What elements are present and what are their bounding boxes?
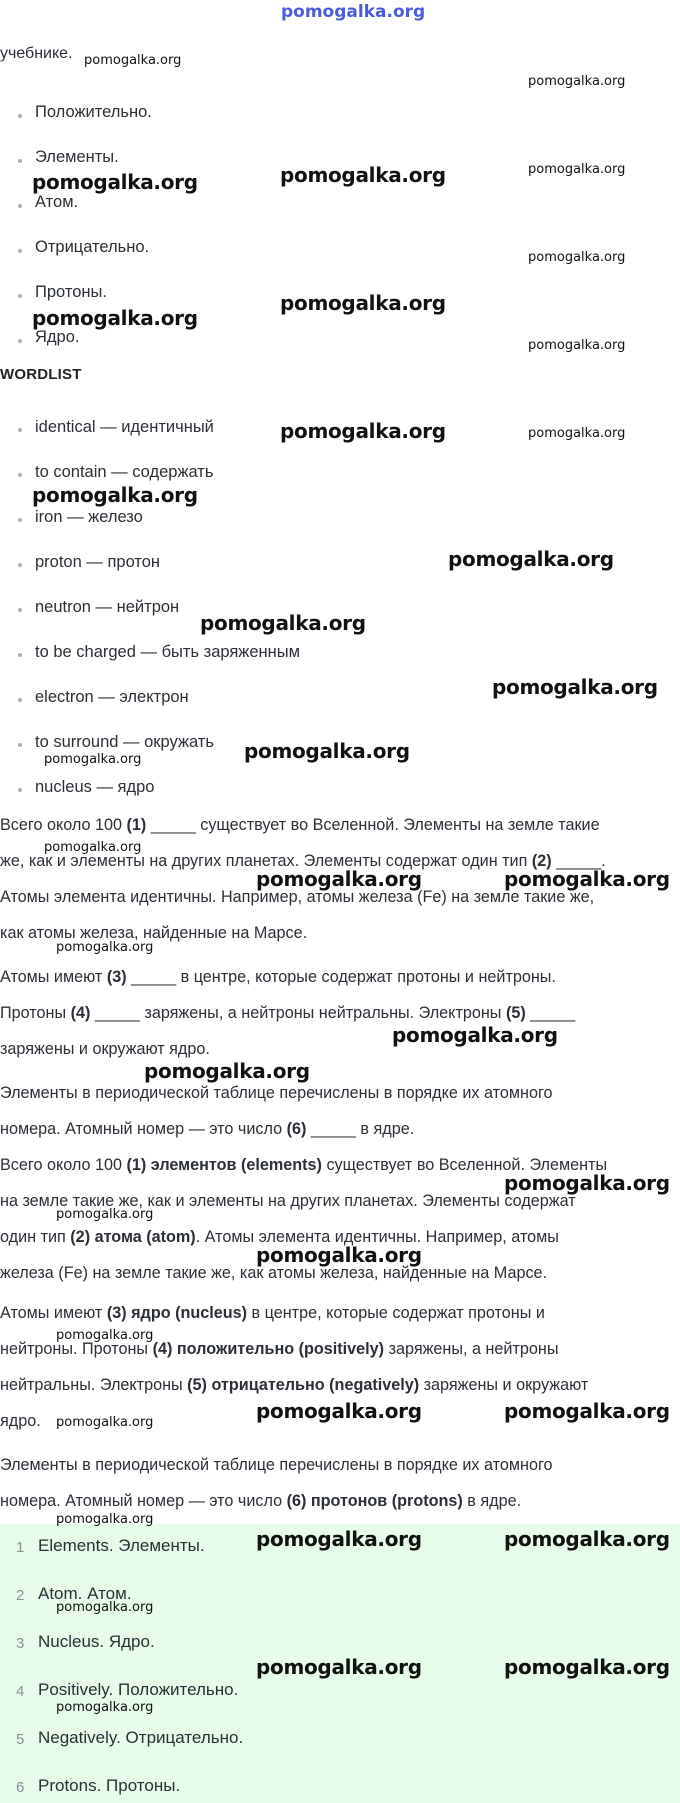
bold-fragment: (2) — [531, 852, 552, 870]
answer-text-item: Positively. Положительно. — [38, 1680, 239, 1699]
watermark: pomogalka.org — [280, 291, 446, 315]
text-line — [0, 1447, 680, 1483]
bullet — [18, 159, 22, 163]
text-line — [0, 807, 680, 843]
bold-fragment: (2) атома (atom) — [70, 1228, 196, 1246]
text-fragment: . Атомы элемента идентичны. Например, атомы — [195, 1228, 559, 1246]
text-fragment: один тип — [0, 1228, 71, 1246]
text-fragment: Атомы элемента идентичны. Например, атомы железа (Fe) на земле такие же, — [0, 888, 595, 906]
text-line — [0, 959, 680, 995]
watermark: pomogalka.org — [280, 163, 446, 187]
text-fragment: железа (Fe) на земле такие же, как атомы железа, найденные на Марсе. — [0, 1264, 548, 1282]
bullet — [18, 204, 22, 208]
watermark: pomogalka.org — [244, 739, 410, 763]
text-fragment: Элементы в периодической таблице перечислены в порядке их атомного — [0, 1456, 553, 1474]
text-fragment: номера. Атомный номер — это число — [0, 1492, 287, 1510]
text-fragment: Атомы имеют — [0, 1304, 107, 1322]
text-fragment: заряжены, а нейтроны — [384, 1340, 559, 1358]
watermark: pomogalka.org — [528, 426, 626, 441]
watermark: pomogalka.org — [56, 1207, 154, 1222]
watermark: pomogalka.org — [44, 840, 142, 855]
list-item: electron — электрон — [35, 688, 189, 706]
watermark: pomogalka.org — [200, 611, 366, 635]
text-fragment: ядро. — [0, 1412, 41, 1430]
text-fragment: номера. Атомный номер — это число — [0, 1120, 287, 1138]
answer-number: 3 — [16, 1635, 25, 1652]
watermark: pomogalka.org — [32, 306, 198, 330]
list-item: nucleus — ядро — [35, 778, 155, 796]
answer-number: 6 — [16, 1779, 25, 1796]
bold-fragment: (4) — [70, 1004, 91, 1022]
watermark: pomogalka.org — [504, 1527, 670, 1551]
watermark: pomogalka.org — [392, 1023, 558, 1047]
list-item: Отрицательно. — [35, 238, 150, 256]
list-item: iron — железо — [35, 508, 143, 526]
text-fragment: Всего около 100 — [0, 816, 127, 834]
bullet — [18, 428, 22, 432]
watermark: pomogalka.org — [256, 1243, 422, 1267]
answer-number: 4 — [16, 1683, 25, 1700]
bold-fragment: (4) положительно (positively) — [152, 1340, 385, 1358]
answer-text-item: Protons. Протоны. — [38, 1776, 181, 1795]
bullet — [18, 608, 22, 612]
text-fragment: _____ заряжены, а нейтроны нейтральны. Электроны — [90, 1004, 506, 1022]
text-line — [0, 1075, 680, 1111]
watermark: pomogalka.org — [504, 867, 670, 891]
list-item: Протоны. — [35, 283, 107, 301]
bullet — [18, 473, 22, 477]
watermark: pomogalka.org — [56, 1700, 154, 1715]
bullet — [18, 339, 22, 343]
text-fragment: в ядре. — [462, 1492, 522, 1510]
bullet — [18, 114, 22, 118]
bullet — [18, 294, 22, 298]
watermark: pomogalka.org — [144, 1059, 310, 1083]
list-item: to surround — окружать — [35, 733, 214, 751]
text-fragment: Элементы в периодической таблице перечислены в порядке их атомного — [0, 1084, 553, 1102]
text-fragment: нейтроны. Протоны — [0, 1340, 153, 1358]
text-fragment: нейтральны. Электроны — [0, 1376, 188, 1394]
text-fragment: на земле такие же, как и элементы на других планетах. Элементы содержат — [0, 1192, 576, 1210]
text-fragment: существует во Вселенной. Элементы — [321, 1156, 608, 1174]
answer-text-item: Negatively. Отрицательно. — [38, 1728, 244, 1747]
watermark: pomogalka.org — [56, 1328, 154, 1343]
list-item: to contain — содержать — [35, 463, 214, 481]
watermark: pomogalka.org — [528, 162, 626, 177]
text-fragment: Протоны — [0, 1004, 71, 1022]
text-fragment: _____ существует во Вселенной. Элементы на земле такие — [146, 816, 600, 834]
bold-fragment: (3) ядро (nucleus) — [106, 1304, 248, 1322]
answer-text-item: Elements. Элементы. — [38, 1536, 205, 1555]
text-fragment: _____. — [551, 852, 606, 870]
answer-number: 2 — [16, 1587, 25, 1604]
text-line — [0, 1031, 680, 1067]
text-line — [0, 1367, 680, 1403]
watermark: pomogalka.org — [504, 1655, 670, 1679]
watermark: pomogalka.org — [44, 752, 142, 767]
list-item: Положительно. — [35, 103, 152, 121]
text-fragment: как атомы железа, найденные на Марсе. — [0, 924, 308, 942]
watermark: pomogalka.org — [56, 940, 154, 955]
bold-fragment: (6) — [286, 1120, 307, 1138]
answer-text-item: Atom. Атом. — [38, 1584, 132, 1603]
bold-fragment: (6) протонов (protons) — [286, 1492, 463, 1510]
bullet — [18, 518, 22, 522]
watermark: pomogalka.org — [528, 250, 626, 265]
list-item: Ядро. — [35, 328, 80, 346]
bold-fragment: (5) отрицательно (negatively) — [187, 1376, 420, 1394]
answer-text-item: Nucleus. Ядро. — [38, 1632, 155, 1651]
text-line — [0, 995, 680, 1031]
wordlist-heading: WORDLIST — [0, 366, 82, 383]
bold-fragment: (3) — [106, 968, 127, 986]
bullet — [18, 249, 22, 253]
watermark: pomogalka.org — [56, 1415, 154, 1430]
answer-number: 1 — [16, 1539, 25, 1556]
bullet — [18, 698, 22, 702]
list-item: to be charged — быть заряженным — [35, 643, 300, 661]
watermark: pomogalka.org — [256, 867, 422, 891]
text-fragment: _____ в центре, которые содержат протоны и нейтроны. — [126, 968, 556, 986]
text-fragment: Всего около 100 — [0, 1156, 127, 1174]
watermark: pomogalka.org — [504, 1171, 670, 1195]
bold-fragment: (1) элементов (elements) — [126, 1156, 322, 1174]
watermark: pomogalka.org — [504, 1399, 670, 1423]
text-fragment: заряжены и окружают ядро. — [0, 1040, 210, 1058]
bullet — [18, 563, 22, 567]
watermark: pomogalka.org — [56, 1600, 154, 1615]
text-line — [0, 1295, 680, 1331]
watermark: pomogalka.org — [528, 338, 626, 353]
text-fragment: же, как и элементы на других планетах. Элементы содержат один тип — [0, 852, 532, 870]
watermark: pomogalka.org — [84, 53, 182, 68]
watermark: pomogalka.org — [32, 483, 198, 507]
text-fragment: в центре, которые содержат протоны и — [247, 1304, 545, 1322]
text-fragment: заряжены и окружают — [419, 1376, 589, 1394]
watermark: pomogalka.org — [528, 74, 626, 89]
list-item: proton — протон — [35, 553, 161, 571]
text-line — [0, 1111, 680, 1147]
text-fragment: Атомы имеют — [0, 968, 107, 986]
list-item: identical — идентичный — [35, 418, 214, 436]
watermark: pomogalka.org — [448, 547, 614, 571]
watermark: pomogalka.org — [32, 170, 198, 194]
list-item: Элементы. — [35, 148, 119, 166]
bullet — [18, 788, 22, 792]
watermark: pomogalka.org — [256, 1655, 422, 1679]
bullet — [18, 743, 22, 747]
list-item: Атом. — [35, 193, 79, 211]
watermark: pomogalka.org — [56, 1512, 154, 1527]
answer-number: 5 — [16, 1731, 25, 1748]
text-fragment: _____ в ядре. — [306, 1120, 415, 1138]
text-fragment: _____ — [525, 1004, 576, 1022]
bold-fragment: (1) — [126, 816, 147, 834]
bullet — [18, 653, 22, 657]
list-item: neutron — нейтрон — [35, 598, 180, 616]
site-logo[interactable]: pomogalka.org — [281, 2, 426, 22]
bold-fragment: (5) — [505, 1004, 526, 1022]
watermark: pomogalka.org — [256, 1399, 422, 1423]
watermark: pomogalka.org — [280, 419, 446, 443]
watermark: pomogalka.org — [256, 1527, 422, 1551]
intro-fragment: учебнике. — [0, 45, 73, 62]
watermark: pomogalka.org — [492, 675, 658, 699]
